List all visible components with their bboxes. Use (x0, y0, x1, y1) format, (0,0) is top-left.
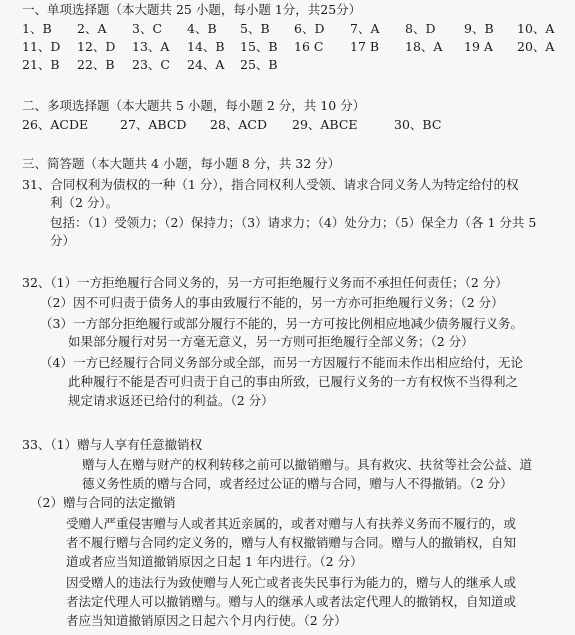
answer-21: 21、B (22, 57, 60, 72)
answer-13: 13、A (132, 39, 170, 54)
answer-5: 5、B (240, 21, 270, 36)
answer-23: 23、C (132, 57, 170, 72)
answer-27: 27、ABCD (120, 117, 187, 132)
q33-line-4: （2）赠与合同的法定撤销 (30, 495, 176, 510)
section1-heading: 一、单项选择题（本大题共 25 小题，每小题 1分，共25分） (22, 2, 362, 17)
answer-4: 4、B (187, 21, 217, 36)
answer-20: 20、A (517, 39, 555, 54)
q32-line-7: 规定请求返还已给付的利益。（2 分） (68, 393, 274, 408)
q33-line-7: 道或者应当知道撤销原因之日起 1 年内进行。（2 分） (66, 554, 363, 569)
q33-line-3: 德义务性质的赠与合同，或者经过公证的赠与合同，赠与人不得撤销。（2 分） (82, 476, 513, 491)
answer-10: 10、A (517, 21, 555, 36)
section3-heading: 三、简答题（本大题共 4 小题，每小题 8 分，共 32 分） (22, 156, 341, 171)
answer-24: 24、A (187, 57, 225, 72)
q32-line-1: 32、（1）一方拒绝履行合同义务的，另一方可拒绝履行义务而不承担任何责任；（2 分） (22, 275, 508, 290)
q33-line-6: 者不履行赠与合同约定义务的，赠与人有权撤销赠与合同。赠与人的撤销权，自知 (66, 535, 517, 550)
q32-line-6: 此种履行不能是否可归责于自己的事由所致，已履行义务的一方有权恢不当得利之 (68, 374, 519, 389)
section2-heading: 二、多项选择题（本大题共 5 小题，每小题 2 分，共 10 分） (22, 98, 366, 113)
answer-25: 25、B (240, 57, 278, 72)
q32-line-3: （3）一方部分拒绝履行或部分履行不能的，另一方可按比例相应地减少债务履行义务。 (40, 316, 523, 331)
q33-line-8: 因受赠人的违法行为致使赠与人死亡或者丧失民事行为能力的，赠与人的继承人或 (66, 575, 517, 590)
answer-29: 29、ABCE (292, 117, 358, 132)
answer-22: 22、B (77, 57, 115, 72)
answer-30: 30、BC (394, 117, 442, 132)
answer-16: 16 C (294, 39, 324, 54)
answer-6: 6、D (294, 21, 325, 36)
q31-line-2: 利（2 分）。 (50, 195, 119, 210)
answer-12: 12、D (77, 39, 116, 54)
answer-11: 11、D (22, 39, 61, 54)
answer-9: 9、B (464, 21, 494, 36)
q32-line-5: （4）一方已经履行合同义务部分或全部，而另一方因履行不能而未作出相应给付，无论 (40, 355, 523, 370)
answer-19: 19 A (464, 39, 493, 54)
answer-26: 26、ACDE (22, 117, 89, 132)
answer-3: 3、C (132, 21, 163, 36)
answer-15: 15、B (240, 39, 278, 54)
q32-line-4: 如果部分履行对另一方毫无意义，另一方则可拒绝履行全部义务；（2 分） (68, 334, 474, 349)
q33-line-10: 者应当知道撤销原因之日起六个月内行使。（2 分） (66, 613, 347, 628)
answer-1: 1、B (22, 21, 52, 36)
q33-line-9: 者法定代理人可以撤销赠与。赠与人的继承人或者法定代理人的撤销权，自知道或 (66, 594, 517, 609)
q31-line-4: 分） (50, 233, 76, 248)
answer-14: 14、B (187, 39, 225, 54)
q32-line-2: （2）因不可归责于债务人的事由致履行不能的，另一方亦可拒绝履行义务；（2 分） (40, 295, 504, 310)
q31-line-3: 包括：（1）受领力；（2）保持力；（3）请求力；（4）处分力；（5）保全力（各 1 分共 5 (50, 215, 537, 230)
answer-28: 28、ACD (210, 117, 268, 132)
answer-18: 18、A (405, 39, 443, 54)
q33-line-2: 赠与人在赠与财产的权利转移之前可以撤销赠与。具有救灾、扶贫等社会公益、道 (82, 457, 533, 472)
q33-line-1: 33、（1）赠与人享有任意撤销权 (22, 437, 203, 452)
answer-17: 17 B (350, 39, 380, 54)
answer-7: 7、A (350, 21, 380, 36)
q33-line-5: 受赠人严重侵害赠与人或者其近亲属的，或者对赠与人有扶养义务而不履行的，或 (66, 516, 517, 531)
answer-8: 8、D (405, 21, 436, 36)
q31-line-1: 31、合同权利为债权的一种（1 分），指合同权利人受领、请求合同义务人为特定给付的权 (22, 177, 519, 192)
answer-2: 2、A (77, 21, 107, 36)
